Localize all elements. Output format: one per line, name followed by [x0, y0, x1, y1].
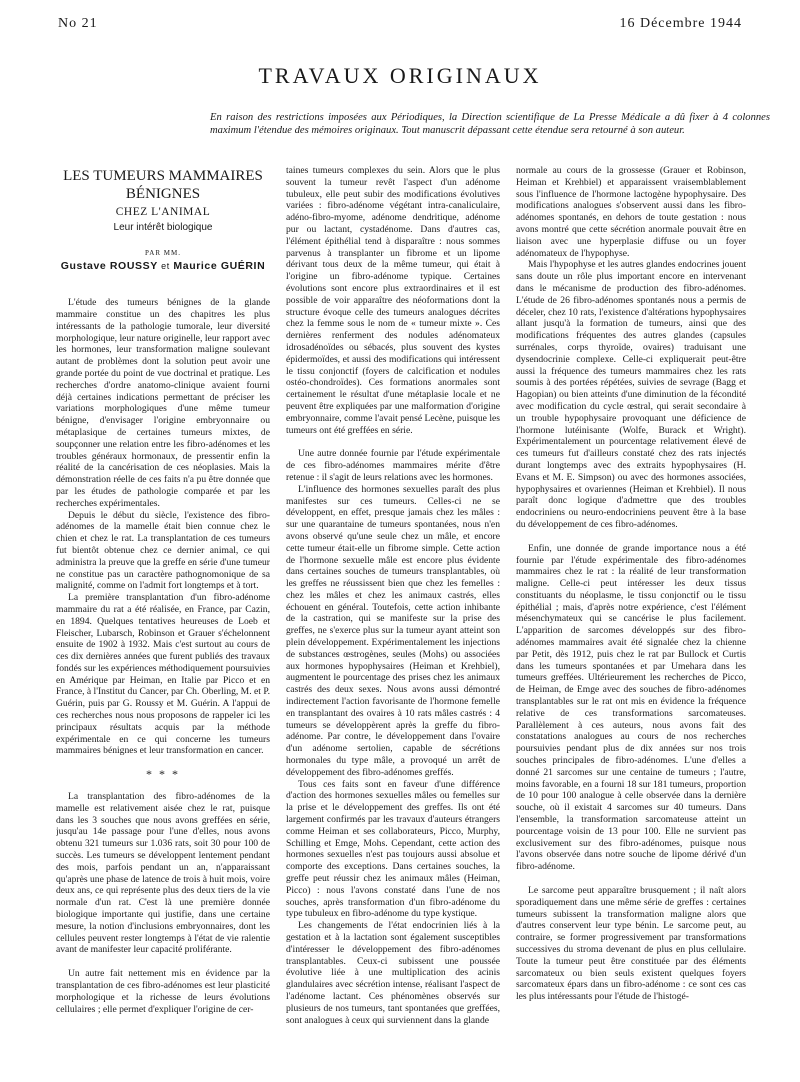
author-2: Maurice GUÉRIN [173, 260, 266, 273]
article-subtitle-2: Leur intérêt biologique [113, 221, 213, 233]
article-title: LES TUMEURS MAMMAIRES BÉNIGNES [63, 168, 263, 202]
authors [56, 261, 270, 273]
paragraph: Les changements de l'état endocrinien liés à la gestation et à la lactation sont également susceptibles d'intéresser le développement des fibro-adénomes transplantables. Ceux-ci subissent une poussée évolutive liée à une multiplication des acinis glandulaires avec sécrétion intense, réalisant l'aspect de l'adénome lactant. Ces phénomènes observés sur plusieurs de nos tumeurs, tant spontanées que greffées, sont analogues à ceux qui surviennent dans la glande [286, 920, 500, 1026]
paragraph: normale au cours de la grossesse (Grauer et Robinson, Heiman et Krehbiel) et apparaissent vraisemblablement sous l'influence de l'hormone lactogène hypophysaire. Des modifications analogues s'observent aussi dans les fibro-adénomes spontanés, en dehors de toute gestation : nous avons montré que cette sécrétion anormale pouvait être en liaison avec une hyperplasie diffuse ou un foyer adénomateux de l'hypophyse. [516, 165, 746, 259]
author-1: Gustave ROUSSY [60, 260, 158, 273]
paragraph: Mais l'hypophyse et les autres glandes endocrines jouent sans doute un rôle plus important encore en intervenant dans le mécanisme de production des fibro-adénomes. L'étude de 26 fibro-adénomes spontanés nous a permis de déceler, chez 10 rats, l'existence d'altérations hypophysaires allant jusqu'à la formation de tumeurs, ainsi que des modifications fréquentes des autres glandes (capsules surrénales, corps thyroïde, ovaires) traduisant une dysendocrinie complexe. Celle-ci expliquerait peut-être aussi la fréquence des tumeurs mammaires chez les rats soumis à des portées répétées, suivies de sevrage (Bagg et Hagopian) ou bien atteints d'une diminution de la fécondité avec modification du cycle œstral, qui serait secondaire à un trouble hypophysaire provoquant une déficience de l'hormone lutéinisante (Wolfe, Burack et Wright). Expérimentalement un pourcentage relativement élevé de ces tumeurs fut d'ailleurs constaté chez des rats injectés durant longtemps avec des extraits hypophysaires (H. Evans et M. E. Simpson) ou avec des hormones associées, hypophysaires et ovariennes (Heiman et Krehbiel). Il nous paraît donc logique d'admettre que des troubles endocriniens ou neuro-endocriniens peuvent être à la base du développement de ces fibro-adénomes. [516, 259, 746, 530]
article-subtitle: CHEZ L'ANIMAL [115, 206, 211, 218]
paragraph: La transplantation des fibro-adénomes de la mamelle est relativement aisée chez le rat, puisque dans les 3 souches que nous avons greffées en série, jusqu'au 14e passage pour l'une d'elles, nous avons obtenu 321 tumeurs sur 1.036 rats, soit 30 pour 100 de succès. Les tumeurs se développent lentement pendant des mois, parfois pendant un an, n'apparaissant qu'après une phase de latence de trois à huit mois, voire deux ans, ce qui représente plus des deux tiers de la vie normale d'un rat. C'est là une première donnée biologique importante qui justifie, dans une certaine mesure, la notion d'inclusions embryonnaires, dont les cellules peuvent rester longtemps à l'état de vie ralentie avant de manifester leur capacité proliférante. [56, 791, 270, 956]
page-header [58, 16, 742, 36]
paragraph: Enfin, une donnée de grande importance nous a été fournie par l'étude expérimentale des fibro-adénomes mammaires chez le rat : la réalité de leur transformation maligne. Celle-ci peut intéresser les deux tissus constituants du néoplasme, le tissu conjonctif ou le tissu épithélial ; mais, d'après notre expérience, c'est l'élément mésenchymateux qui se cancérise le plus facilement. L'apparition de sarcomes développés sur des fibro-adénomes mammaires avait été signalée chez la chienne par Petit, dès 1912, puis chez le rat par Bullock et Curtis dans les tumeurs spontanées et par Umehara dans les tumeurs greffées. Ultérieurement les recherches de Picco, de Heiman, de Emge avec des souches de fibro-adénomes transplantables sur le rat ont mis en évidence la fréquence relative de ces transformations sarcomateuses. Parallèlement à ces auteurs, nous avons fait des constatations analogues au cours de nos recherches poursuivies pendant plus de dix années sur nos trois souches principales de fibro-adénomes. L'une d'elles a donné 21 sarcomes sur une centaine de tumeurs ; l'autre, moins favorable, en a fourni 18 sur 181 tumeurs, proportion de 10 pour 100 analogue à celle observée dans la dernière souche, où il existait 4 sarcomes sur 40 tumeurs. Dans l'ensemble, la transformation sarcomateuse atteint un pourcentage voisin de 13 pour 100. Elle ne survient pas exclusivement sur des fibro-adénomes, puisque nous l'avons observée dans notre souche de lipome dérivé d'un fibro-adénome. [516, 542, 746, 873]
paragraph: Depuis le début du siècle, l'existence des fibro-adénomes de la mamelle était bien connue chez le chien et chez le rat. La transplantation de ces tumeurs fut bientôt obtenue chez ce dernier animal, ce qui administra la preuve que la greffe en série d'une tumeur ne constitue pas un caractère pathognomonique de sa malignité, comme on l'admit fort longtemps et à tort. [56, 509, 270, 592]
section-title: TRAVAUX ORIGINAUX [258, 63, 542, 88]
editorial-notice: En raison des restrictions imposées aux Périodiques, la Direction scientifique de La Presse Médicale a dû fixer à 4 colonnes maximum l'étendue des mémoires originaux. Tout manuscrit dépassant cette étendue sera retourné à son auteur. [210, 112, 770, 136]
paragraph: Tous ces faits sont en faveur d'une différence d'action des hormones sexuelles mâles ou femelles sur la prise et le développement des greffes. Ils ont été largement confirmés par les travaux d'auteurs étrangers comme Heiman et ses collaborateurs, Picco, Murphy, Schilling et Emge, Mohs. Cependant, cette action des hormones sexuelles n'est pas toujours aussi absolue et comporte des exceptions. Dans certaines souches, la greffe peut réussir chez les animaux mâles (Heiman, Picco) : nous l'avons constaté dans l'une de nos souches, après transformation d'un fibro-adénome du type tubuleux en fibro-adénome du type kystique. [286, 778, 500, 920]
column-3 [516, 165, 746, 1075]
paragraph: La première transplantation d'un fibro-adénome mammaire du rat a été réalisée, en France, par Cazin, en 1894. Quelques tentatives heureuses de Loeb et Fleischer, Lubarsch, Robinson et Grauer s'échelonnent ensuite de 1902 à 1932. Mais c'est surtout au cours de ces dix dernières années que furent publiés des travaux fondés sur les expériences méthodiquement poursuivies en Amérique par Heiman, en Italie par Picco et en France, à l'Institut du Cancer, par Ch. Oberling, M. et P. Guérin, puis par G. Roussy et M. Guérin. A l'appui de ces recherches nous nous proposons de rappeler ici les principaux résultats acquis par la méthode expérimentale en ce qui concerne les tumeurs mammaires bénignes et leur transformation en cancer. [56, 592, 270, 757]
column-1 [56, 165, 270, 1075]
paragraph: Un autre fait nettement mis en évidence par la transplantation de ces fibro-adénomes est leur plasticité morphologique et la richesse de leurs évolutions cellulaires ; elle permet d'expliquer l'origine de cer- [56, 968, 270, 1015]
paragraph: Le sarcome peut apparaître brusquement ; il naît alors sporadiquement dans une même série de greffes : certaines tumeurs subissent la transformation maligne alors que d'autres conservent leur type bénin. Le sarcome peut, au contraire, se former progressivement par transformations successives du stroma devenant de plus en plus cellulaire. Toute la tumeur peut être constituée par des éléments sarcomateux ou bien seuls existent quelques foyers sarcomateux épars dans un fibro-adénome : ce sont ces cas les plus intéressants pour l'étude de l'histogé- [516, 885, 746, 1003]
paragraph: L'influence des hormones sexuelles paraît des plus manifestes sur ces tumeurs. Celles-ci ne se développent, en effet, presque jamais chez les mâles : sur une quarantaine de tumeurs spontanées, nous n'en avons observé qu'une seule chez un mâle, et encore cette tumeur était-elle un fibrome simple. Cette action de l'hormone sexuelle mâle est encore plus évidente dans certaines souches de tumeurs transplantables, où les greffes ne réussissent bien que chez les femelles : chez les mâles et chez les animaux castrés, elles échouent en général. Toutefois, cette action inhibante de la castration, qui se manifeste sur la prise des greffes, ne s'exerce plus sur la tumeur ayant atteint son plein développement. Expérimentalement les injections de substances œstrogènes, seules (Mohs) ou associées aux hormones hypophysaires (Heiman et Krehbiel), augmentent le pourcentage des prises chez les animaux castrés des deux sexes. Nous avons aussi démontré indirectement l'action favorisante de l'hormone femelle en transplantant des ovaires à 10 rats mâles castrés : 4 tumeurs se développèrent après la greffe du fibro-adénome. Par contre, le développement dans l'ovaire d'un adénome sertolien, capable de sécrétions hormonales du type mâle, a provoqué un arrêt de développement des fibro-adénomes greffés. [286, 483, 500, 778]
paragraph: Une autre donnée fournie par l'étude expérimentale de ces fibro-adénomes mammaires mérite d'être retenue : il s'agit de leurs relations avec les hormones. [286, 448, 500, 483]
issue-date: 16 Décembre 1944 [619, 16, 742, 31]
paragraph: L'étude des tumeurs bénignes de la glande mammaire constitue un des chapitres les plus intéressants de la pathologie tumorale, leur diversité morphologique, leur nature originelle, leur rapport avec les hormones, leur transformation maligne soulevant autant de problèmes dont la solution peut avoir une grande portée du point de vue doctrinal et pratique. Les recherches d'ordre anatomo-clinique avaient fourni déjà certaines indications permettant de préciser les variations morphologiques d'une même tumeur bénigne, d'envisager l'origine embryonnaire ou métaplasique de certaines tumeurs mixtes, de soupçonner une relation entre les fibro-adénomes et les troubles généraux hormonaux, de pressentir enfin la réalité de la cancérisation de ces néoplasies. Mais la démonstration réelle de ces faits n'a pu être donnée que par les études de pathologie comparée et par les recherches expérimentales. [56, 297, 270, 509]
paragraph: taines tumeurs complexes du sein. Alors que le plus souvent la tumeur revêt l'aspect d'un adénome tubuleux, elle peut subir des modifications évolutives variées : fibro-adénome végétant intra-canaliculaire, adéno-fibro-myome, adénome dendritique, adénome pur ou lactant, cystadénome. Dans d'autres cas, l'élément épithélial tend à disparaître : nous sommes parvenus à transplanter un fibrome et un lipome dérivant tous deux de la même tumeur, qui était à l'origine un fibro-adénome typique. Certaines évolutions sont encore plus extraordinaires et il est possible de voir apparaître des néoformations dont la structure évoque celle des tumeurs analogues décrites chez la femme sous le nom de « tumeur mixte ». Ces dernières renferment des nodules adénomateux idrosadénoïdes ou sébacés, plus souvent des kystes épidermoïdes, et aussi des modifications qui intéressent le tissu conjonctif (foyers de calcification et nodules ostéo-chondroïdes). Ces formations anormales sont certainement le résultat d'une métaplasie locale et ne peuvent être expliquées par une malformation d'origine embryonnaire, comme l'avait pensé Lecène, puisque les tumeurs ont été greffées en série. [286, 165, 500, 436]
byline-label: PAR MM. [145, 248, 181, 257]
author-conjunction: et [161, 261, 170, 272]
column-2 [286, 165, 500, 1075]
section-separator: * * * [146, 767, 180, 782]
issue-number: No 21 [58, 16, 98, 31]
